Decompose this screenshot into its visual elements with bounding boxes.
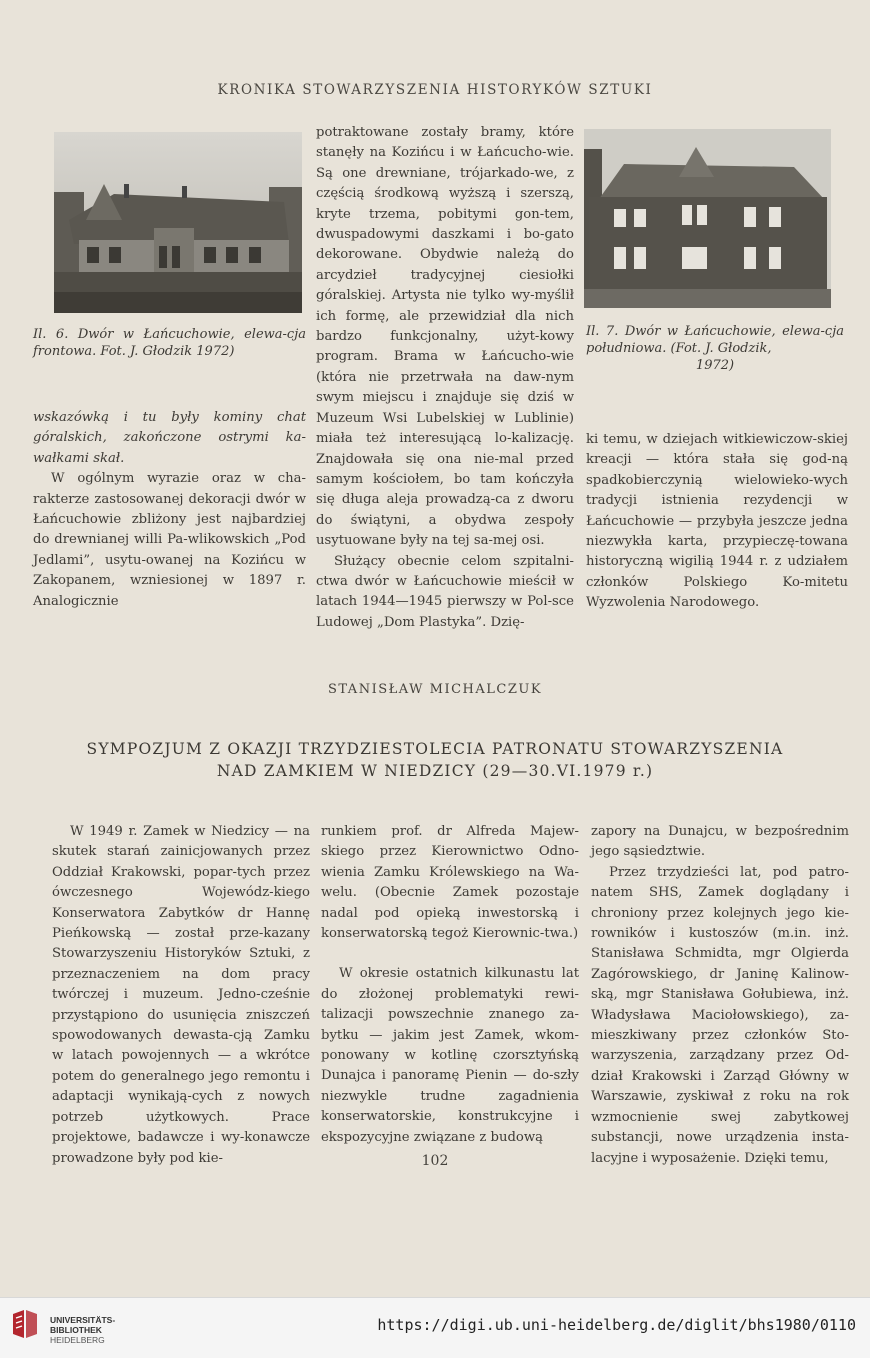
top-column-1 [33,408,306,612]
top-col2-para-1: potraktowane zostały bramy, które stanęły na Kozińcu i w Łańcucho-wie. Są one drewniane, trójarkado-we, z częścią środkową wyższą i szerszą, kryte trzema, pobitymi gon-tem, dwuspadowymi daszkami i bo-gato dekorowane. Obydwie należą do arcydzieł tradycyjnej ciesiołki góralskiej. Artysta nie tylko wy-myślił ich formę, ale przewidział dla nich bardzo funkcjonalny, użyt-kowy program. Brama w Łańcucho-wie (która nie przetrwała na daw-nym swym miejscu i znajduje się dziś w Muzeum Wsi Lubelskiej w Lublinie) miała też interesującą lo-kalizację. Znajdowała się ona nie-mal przed samym kościołem, bo tam kończyła się długa aleja prowadzą-ca z dworu do świątyni, a obydwa zespoły usytuowane były na tej sa-mej osi. [316,125,574,549]
page-number: 102 [421,1153,449,1169]
top-col2-para-2: Służący obecnie celom szpitalni-ctwa dwór w Łańcuchowie mieścił w latach 1944—1945 pierwszy w Pol-sce Ludowej „Dom Plastyka”. Dzię- [316,553,574,630]
running-head: KRONIKA STOWARZYSZENIA HISTORYKÓW SZTUKI [217,82,653,98]
bottom-column-3 [591,822,849,1169]
bottom-column-2 [321,822,579,1148]
caption-fig7 [586,323,844,374]
top-col3-para-1: ki temu, w dziejach witkiewiczow-skiej kreacji — która stała się god-ną spadkobierczynią wielowieko-wych tradycji istnienia rezydencji w Łańcuchowie — przybyła jeszcze jedna niezwykła karta, przypieczę-towana historyczną wigilią 1944 r. z udziałem członków Polskiego Ko-mitetu Wyzwolenia Narodowego. [586,432,848,611]
article-title-line1: SYMPOZJUM Z OKAZJI TRZYDZIESTOLECIA PATRONATU STOWARZYSZENIA [86,740,784,758]
library-logo-text [50,1316,115,1345]
top-col1-para-1: wskazówką i tu były kominy chat góralskich, zakończone ostrymi ka-wałkami skał. [33,410,306,466]
photo-manor-front [54,132,302,313]
caption-fig7-line2: 1972) [695,358,735,373]
manor-south-image [584,129,831,308]
photo-manor-south [584,129,831,308]
top-col1-para-2: W ogólnym wyrazie oraz w cha-rakterze zastosowanej dekoracji dwór w Łańcuchowie zbliżony jest najbardziej do drewnianej willi Pa-wlikowskich „Pod Jedlami”, usytu-owanej na Kozińcu w Zakopanem, wzniesionej w 1897 r. Analogicznie [33,471,306,609]
article-title-line2: NAD ZAMKIEM W NIEDZICY (29—30.VI.1979 r.) [216,762,654,780]
bottom-col2-para-1: runkiem prof. dr Alfreda Majew-skiego przez Kierownictwo Odno-wienia Zamku Królewskiego na Wa-welu. (Obecnie Zamek pozostaje nadal pod opieką inwestorską i konserwatorską tegoż Kierownic-twa.) [321,824,579,942]
library-logo-icon [10,1308,40,1342]
logo-line-2: BIBLIOTHEK [50,1324,102,1335]
caption-fig7-line1: Il. 7. Dwór w Łańcuchowie, elewa-cja południowa. (Fot. J. Głodzik, [586,324,844,356]
bottom-col3-para-1: zapory na Dunajcu, w bezpośrednim jego sąsiedztwie. [591,824,849,860]
bottom-col3-para-2: Przez trzydzieści lat, pod patro-natem SHS, Zamek doglądany i chroniony przez kolejnych jego kie-rowników i kustoszów (m.in. inż. Stanisława Schmidta, mgr Olgierda Zagórowskiego, dr Janinę Kalinow-ską, mgr Stanisława Gołubiewa, inż. Władysława Maciołowskiego), za-mieszkiwany przez członków Sto-warzyszenia, zarządzany przez Od-dział Krakowski i Zarząd Główny w Warszawie, zyskiwał z roku na rok wzmocnienie swej zabytkowej substancji, nowe urządzenia insta-lacyjne i wyposażenie. Dzięki temu, [591,864,849,1166]
top-column-2 [316,123,574,633]
bottom-col1-para-1: W 1949 r. Zamek w Niedzicy — na skutek starań zainicjowanych przez Oddział Krakowski, popar-tych przez ówczesnego Wojewódz-kiego Konserwatora Zabytków dr Hannę Pieńkowską — został prze-kazany Stowarzyszeniu Historyków Sztuki, z przeznaczeniem na dom pracy twórczej i muzeum. Jedno-cześnie przystąpiono do usunięcia zniszczeń spowodowanych dewasta-cją Zamku w latach powojennych — a wkrótce potem do generalnego jego remontu i adaptacji wynikają-cych z nowych potrzeb użytkowych. Prace projektowe, badawcze i wy-konawcze prowadzone były pod kie- [52,824,310,1166]
article-title [40,738,830,782]
manor-front-image [54,132,302,313]
viewer-footer [0,1297,870,1358]
bottom-col2-para-2: W okresie ostatnich kilkunastu lat do złożonej problematyki rewi-talizacji powszechnie znanego za-bytku — jakim jest Zamek, wkom-ponowany w kotlinę czorsztyńską Dunajca i panoramę Pienin — do-szły niezwykle trudne zagadnienia konserwatorskie, konstrukcyjne i ekspozycyjne związane z budową [321,966,579,1145]
top-column-3 [586,430,848,614]
permalink-url[interactable]: https://digi.ub.uni-heidelberg.de/diglit/bhs1980/0110 [377,1316,856,1334]
caption-fig6: Il. 6. Dwór w Łańcuchowie, elewa-cja frontowa. Fot. J. Głodzik 1972) [33,327,306,359]
bottom-column-1 [52,822,310,1169]
logo-line-1: UNIVERSITÄTS- [50,1315,116,1325]
library-logo[interactable] [10,1308,120,1348]
logo-line-3: HEIDELBERG [50,1334,105,1345]
article-author: STANISŁAW MICHALCZUK [327,682,543,697]
